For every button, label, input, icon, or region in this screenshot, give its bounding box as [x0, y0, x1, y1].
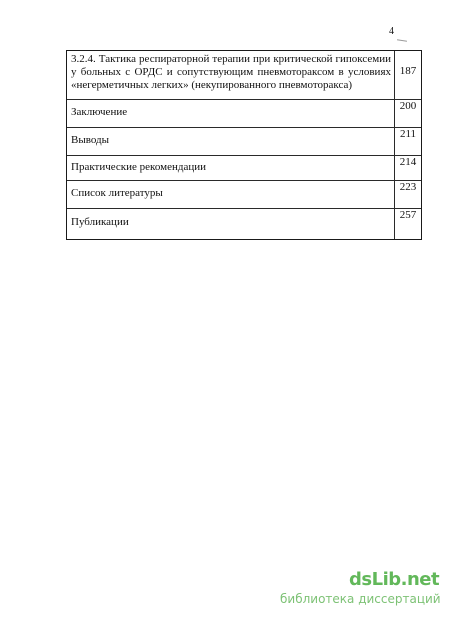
toc-entry-title: Практические рекомендации: [71, 161, 206, 173]
watermark-logo[interactable]: dsLib.net: [349, 569, 440, 590]
toc-row: [67, 180, 421, 208]
toc-entry-page: 223: [394, 181, 421, 208]
page-number: 4: [389, 26, 394, 37]
toc-entry-page: 200: [394, 100, 421, 127]
toc-entry-page: 211: [394, 128, 421, 155]
table-of-contents: [66, 50, 422, 240]
watermark-caption: библиотека диссертаций: [280, 592, 441, 606]
watermark[interactable]: [280, 570, 450, 610]
toc-row: [67, 155, 421, 180]
toc-row: [67, 127, 421, 155]
toc-row: [67, 51, 421, 99]
toc-entry-page: 257: [394, 209, 421, 239]
scan-mark: [397, 39, 407, 41]
toc-row: [67, 99, 421, 127]
toc-entry-page: 187: [394, 51, 421, 99]
toc-entry-title: Список литературы: [71, 187, 163, 199]
toc-entry-title: 3.2.4. Тактика респираторной терапии при критической гипоксемии у больных с ОРДС и сопутствующим пневмотораксом в условиях «негерметичных легких» (некупированного пневмоторакса): [71, 53, 391, 91]
toc-row: [67, 208, 421, 239]
toc-entry-title: Выводы: [71, 134, 110, 146]
toc-entry-title: Заключение: [71, 106, 128, 118]
toc-entry-title: Публикации: [71, 216, 129, 228]
toc-entry-page: 214: [394, 156, 421, 180]
